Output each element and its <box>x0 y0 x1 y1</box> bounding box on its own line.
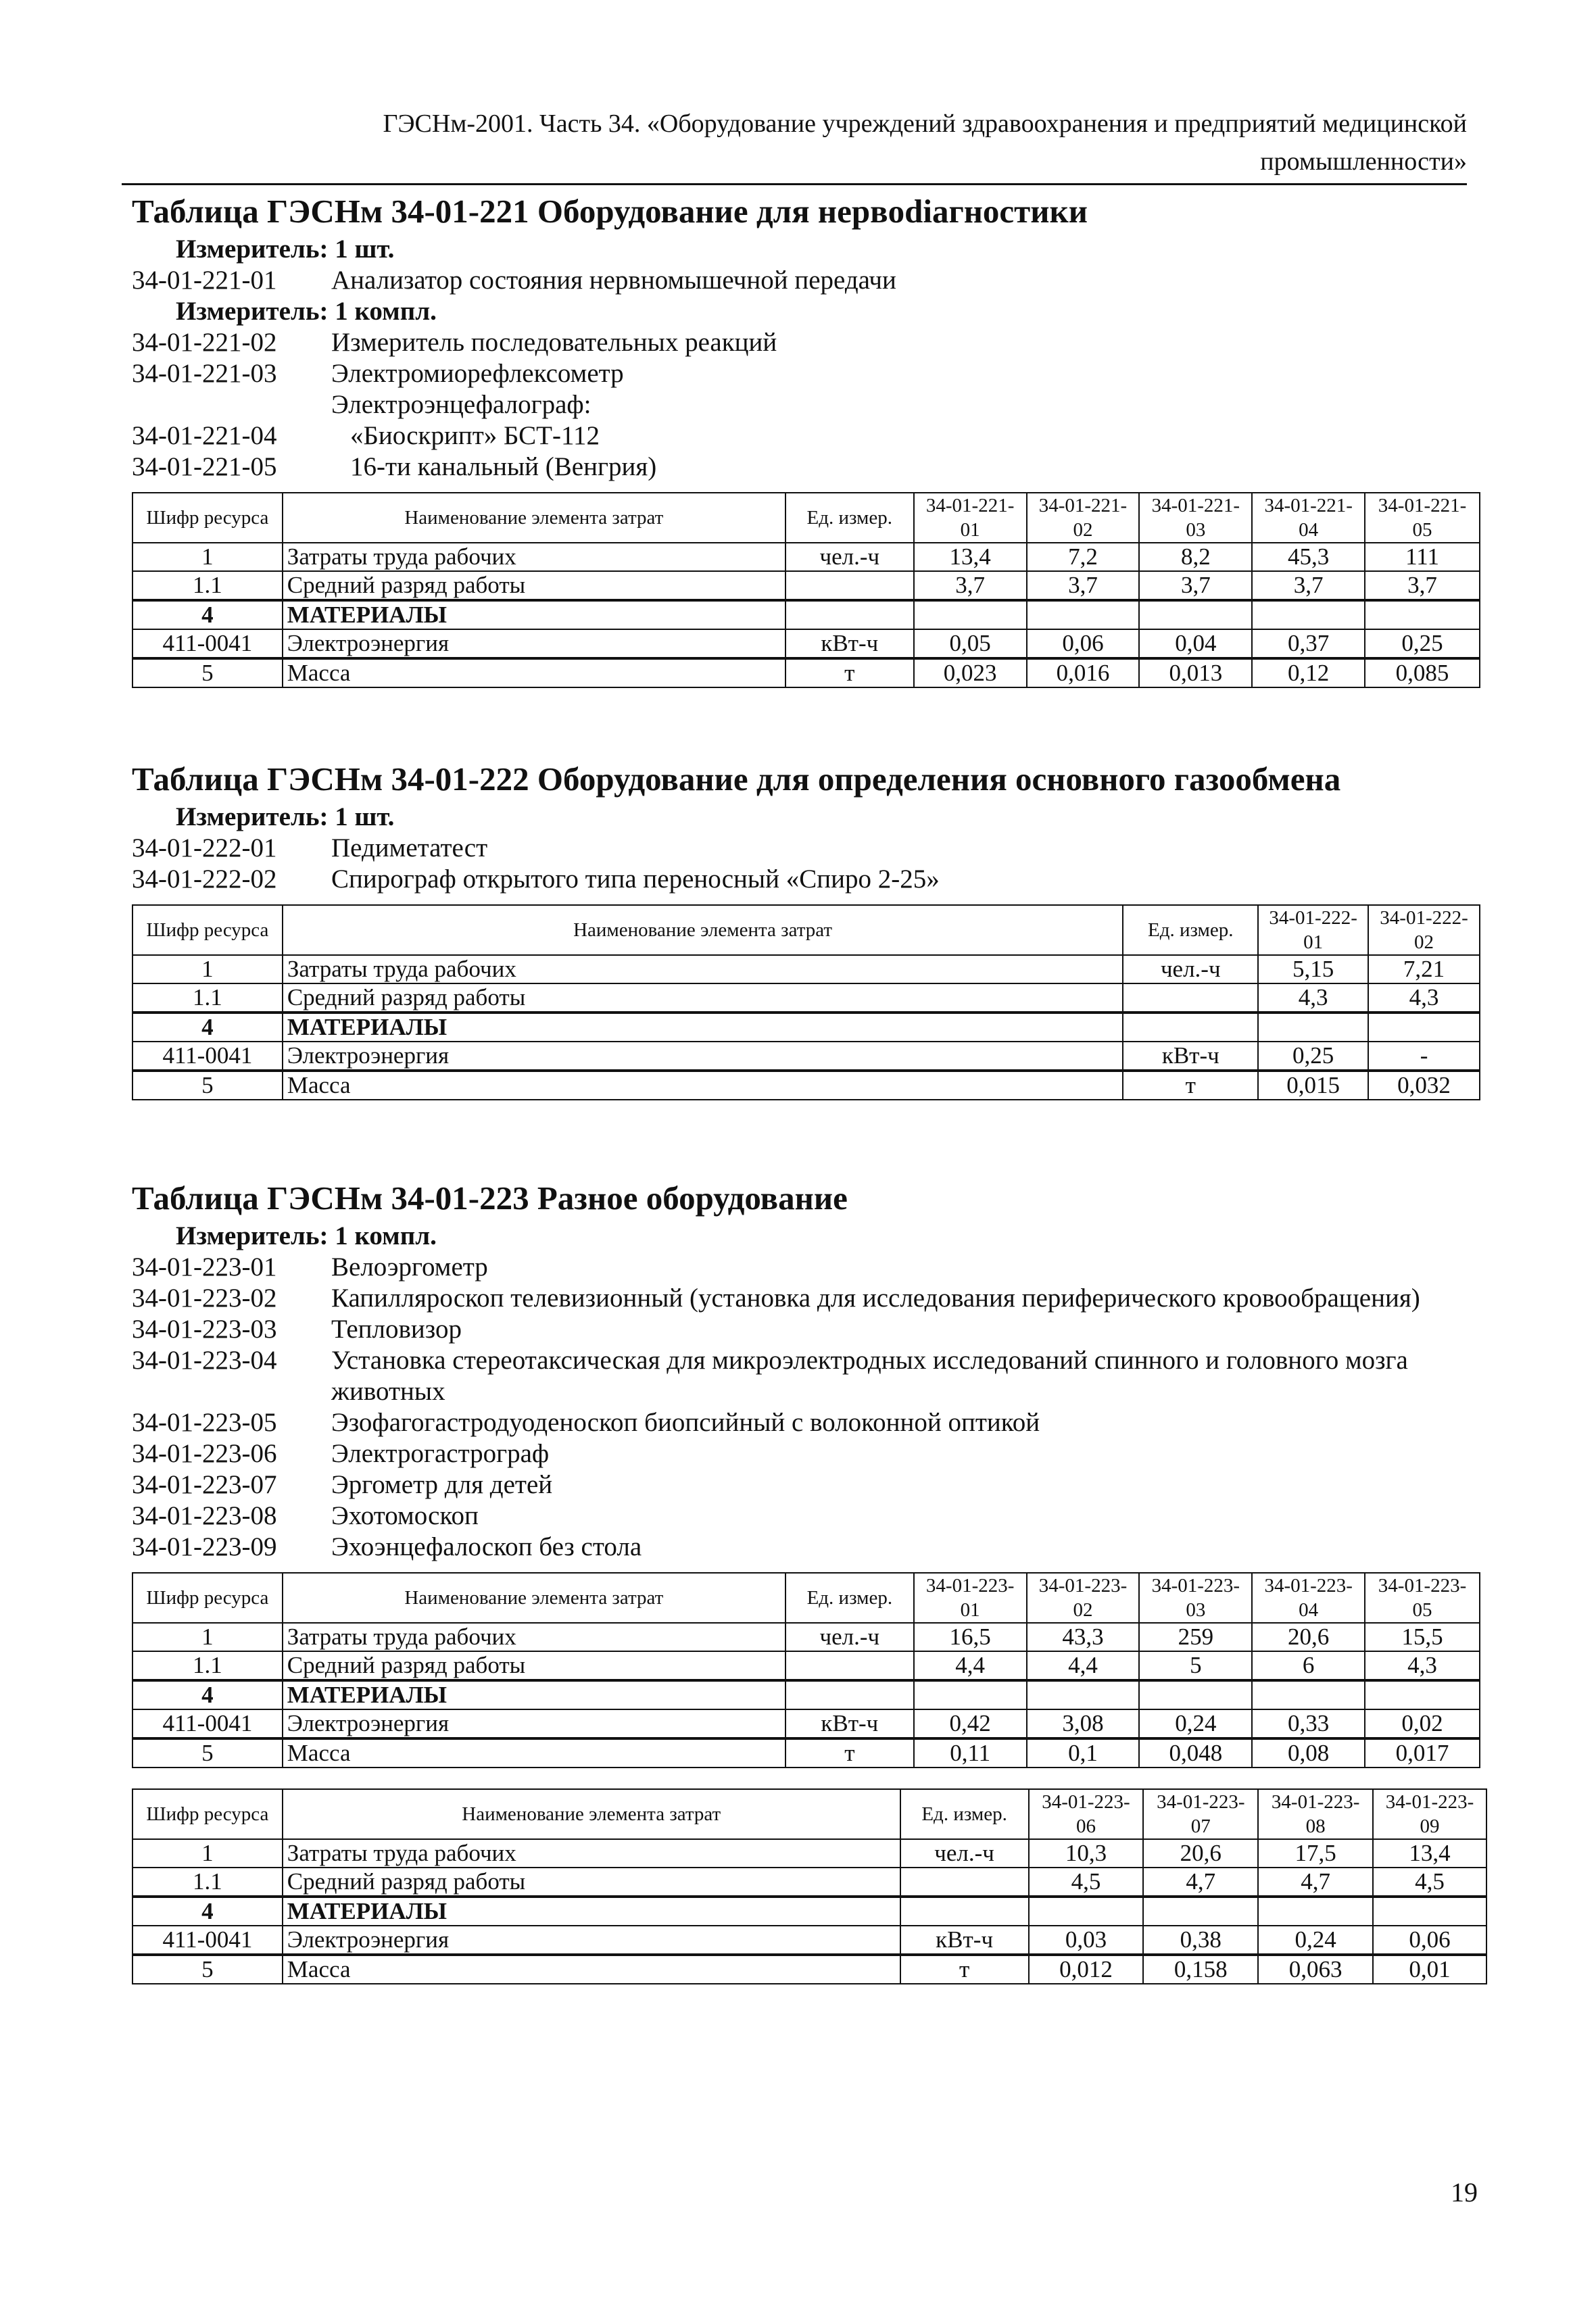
cell-name: МАТЕРИАЛЫ <box>283 1013 1123 1042</box>
list-item <box>132 1438 1477 1469</box>
cell-value <box>1027 1680 1140 1709</box>
cell-unit <box>900 1897 1029 1926</box>
cell-value: 4,4 <box>914 1651 1027 1680</box>
table-row <box>132 1680 1480 1709</box>
cell-value <box>1365 1680 1480 1709</box>
item-text: Спирограф открытого типа переносный «Спиро 2-25» <box>331 864 940 894</box>
cell-unit: т <box>1123 1071 1258 1100</box>
cell-value: 0,085 <box>1365 658 1480 687</box>
list-item <box>132 327 1477 358</box>
cell-value: 0,33 <box>1252 1709 1365 1738</box>
table-header-row <box>132 1573 1480 1623</box>
header-line-2: промышленности» <box>1260 147 1467 176</box>
table-row <box>132 1071 1480 1100</box>
header-line-1: ГЭСНм-2001. Часть 34. «Оборудование учреждений здравоохранения и предприятий медицинской <box>383 109 1467 138</box>
table-row <box>132 1955 1486 1984</box>
list-item <box>132 389 1477 420</box>
norms-table-2 <box>132 1788 1487 1984</box>
cell-name: Электроэнергия <box>283 1042 1123 1071</box>
cell-value: 3,7 <box>1365 571 1480 600</box>
col-name-header: Наименование элемента затрат <box>283 905 1123 955</box>
list-item <box>132 1501 1477 1532</box>
cell-value <box>1252 1680 1365 1709</box>
cell-name: Средний разряд работы <box>283 983 1123 1013</box>
item-text: Велоэргометр <box>331 1252 488 1282</box>
table-row <box>132 955 1480 983</box>
cell-value: 4,5 <box>1029 1868 1144 1897</box>
cell-value: 15,5 <box>1365 1623 1480 1651</box>
table-row <box>132 1897 1486 1926</box>
list-item <box>132 420 1477 452</box>
cell-value <box>1365 600 1480 629</box>
cell-name: Масса <box>283 658 785 687</box>
item-code: 34-01-221-03 <box>132 359 277 388</box>
cell-unit <box>1123 983 1258 1013</box>
section-title: Таблица ГЭСНм 34-01-221 Оборудование для нервodiагностики <box>132 193 1088 230</box>
table-row <box>132 543 1480 571</box>
cell-name: Электроэнергия <box>283 1926 900 1955</box>
cell-value <box>1139 600 1252 629</box>
cell-value: 0,42 <box>914 1709 1027 1738</box>
cell-code: 1 <box>132 955 283 983</box>
col-norm-header: 34-01-223-07 <box>1143 1789 1258 1839</box>
cell-value <box>1252 600 1365 629</box>
col-norm-header: 34-01-223-06 <box>1029 1789 1144 1839</box>
page-header <box>122 105 1467 185</box>
cell-name: Затраты труда рабочих <box>283 1623 785 1651</box>
cell-code: 5 <box>132 1955 283 1984</box>
col-norm-header: 34-01-222-02 <box>1368 905 1480 955</box>
table-row <box>132 1042 1480 1071</box>
col-unit-header: Ед. измер. <box>785 1573 914 1623</box>
cell-name: Электроэнергия <box>283 629 785 658</box>
section-list <box>132 802 1477 895</box>
cell-value: 43,3 <box>1027 1623 1140 1651</box>
cell-name: Затраты труда рабочих <box>283 955 1123 983</box>
cell-value: 0,017 <box>1365 1738 1480 1768</box>
section-title: Таблица ГЭСНм 34-01-223 Разное оборудование <box>132 1179 848 1217</box>
item-text: Эхоэнцефалоскоп без стола <box>331 1532 642 1561</box>
cell-value: 0,05 <box>914 629 1027 658</box>
cell-unit: т <box>785 658 914 687</box>
cell-value: 45,3 <box>1252 543 1365 571</box>
col-name-header: Наименование элемента затрат <box>283 493 785 543</box>
cell-value: 0,06 <box>1027 629 1140 658</box>
norms-table <box>132 1572 1480 1768</box>
list-item <box>132 1252 1477 1283</box>
col-code-header: Шифр ресурса <box>132 493 283 543</box>
cell-value: 3,7 <box>1252 571 1365 600</box>
col-unit-header: Ед. измер. <box>1123 905 1258 955</box>
cell-value: 7,21 <box>1368 955 1480 983</box>
list-item <box>132 358 1477 389</box>
cell-name: Затраты труда рабочих <box>283 1839 900 1868</box>
cell-value: 4,3 <box>1365 1651 1480 1680</box>
cell-name: Масса <box>283 1738 785 1768</box>
cell-code: 5 <box>132 1738 283 1768</box>
item-code: 34-01-223-08 <box>132 1501 277 1530</box>
cell-value <box>1368 1013 1480 1042</box>
table-row <box>132 1651 1480 1680</box>
table-row <box>132 629 1480 658</box>
norms-table <box>132 904 1480 1100</box>
cell-unit: чел.-ч <box>785 1623 914 1651</box>
cell-value <box>1029 1897 1144 1926</box>
item-text: Эзофагогастродуоденоскоп биопсийный с волоконной оптикой <box>331 1408 1040 1437</box>
item-code: 34-01-221-05 <box>132 452 277 481</box>
cell-value: 3,7 <box>1027 571 1140 600</box>
table-row <box>132 1738 1480 1768</box>
cell-unit: кВт-ч <box>1123 1042 1258 1071</box>
cell-name: МАТЕРИАЛЫ <box>283 600 785 629</box>
page-number: 19 <box>1451 2177 1478 2208</box>
item-code: 34-01-223-07 <box>132 1470 277 1499</box>
item-text: Педиметатест <box>331 833 488 862</box>
col-name-header: Наименование элемента затрат <box>283 1573 785 1623</box>
item-text: Электрогастрограф <box>331 1439 550 1468</box>
item-text: Измеритель последовательных реакций <box>331 328 777 357</box>
cell-value: 0,37 <box>1252 629 1365 658</box>
cell-value: 4,7 <box>1258 1868 1373 1897</box>
cell-unit: кВт-ч <box>785 1709 914 1738</box>
cell-unit <box>900 1868 1029 1897</box>
table-header-row <box>132 1789 1486 1839</box>
item-code: 34-01-223-06 <box>132 1439 277 1468</box>
item-code: 34-01-223-09 <box>132 1532 277 1561</box>
cell-value <box>1373 1897 1486 1926</box>
section-list <box>132 1221 1477 1563</box>
cell-name: Затраты труда рабочих <box>283 543 785 571</box>
col-code-header: Шифр ресурса <box>132 1789 283 1839</box>
cell-value: 0,08 <box>1252 1738 1365 1768</box>
cell-unit: чел.-ч <box>1123 955 1258 983</box>
cell-value: 4,5 <box>1373 1868 1486 1897</box>
item-code: 34-01-221-01 <box>132 266 277 295</box>
cell-value: 0,12 <box>1252 658 1365 687</box>
cell-name: Средний разряд работы <box>283 1868 900 1897</box>
col-name-header: Наименование элемента затрат <box>283 1789 900 1839</box>
cell-value <box>1258 1897 1373 1926</box>
cell-value: 5 <box>1139 1651 1252 1680</box>
cell-unit: т <box>900 1955 1029 1984</box>
cell-value: 0,063 <box>1258 1955 1373 1984</box>
cell-value: 0,06 <box>1373 1926 1486 1955</box>
cell-name: Масса <box>283 1071 1123 1100</box>
item-code: 34-01-221-02 <box>132 328 277 357</box>
cell-unit <box>785 571 914 600</box>
item-text: Тепловизор <box>331 1315 462 1344</box>
cell-code: 1 <box>132 543 283 571</box>
cell-value <box>1258 1013 1368 1042</box>
table-row <box>132 1839 1486 1868</box>
cell-value: 0,24 <box>1258 1926 1373 1955</box>
cell-value: 4,3 <box>1258 983 1368 1013</box>
cell-value: 4,7 <box>1143 1868 1258 1897</box>
cell-value: 0,016 <box>1027 658 1140 687</box>
cell-unit: кВт-ч <box>900 1926 1029 1955</box>
list-item <box>132 1345 1477 1407</box>
section-221 <box>132 189 1477 688</box>
cell-value: 0,11 <box>914 1738 1027 1768</box>
col-code-header: Шифр ресурса <box>132 905 283 955</box>
col-norm-header: 34-01-221-01 <box>914 493 1027 543</box>
item-code: 34-01-223-02 <box>132 1284 277 1313</box>
col-norm-header: 34-01-223-02 <box>1027 1573 1140 1623</box>
item-code <box>132 389 331 420</box>
col-code-header: Шифр ресурса <box>132 1573 283 1623</box>
cell-code: 5 <box>132 1071 283 1100</box>
cell-value: 13,4 <box>1373 1839 1486 1868</box>
cell-value: 0,1 <box>1027 1738 1140 1768</box>
cell-unit <box>785 600 914 629</box>
cell-unit: чел.-ч <box>900 1839 1029 1868</box>
cell-code: 4 <box>132 1897 283 1926</box>
cell-value: 0,023 <box>914 658 1027 687</box>
cell-code: 1 <box>132 1839 283 1868</box>
item-code: 34-01-221-04 <box>132 421 277 450</box>
table-header-row <box>132 905 1480 955</box>
cell-unit: т <box>785 1738 914 1768</box>
list-item <box>132 1532 1477 1563</box>
cell-value: 3,7 <box>1139 571 1252 600</box>
list-item <box>132 1283 1477 1314</box>
list-item <box>132 864 1477 895</box>
section-223 <box>132 1176 1477 1984</box>
list-item <box>132 1407 1477 1438</box>
cell-value: 20,6 <box>1143 1839 1258 1868</box>
table-header-row <box>132 493 1480 543</box>
col-norm-header: 34-01-221-03 <box>1139 493 1252 543</box>
col-unit-header: Ед. измер. <box>785 493 914 543</box>
cell-value: 0,24 <box>1139 1709 1252 1738</box>
cell-code: 5 <box>132 658 283 687</box>
col-norm-header: 34-01-223-04 <box>1252 1573 1365 1623</box>
cell-name: Электроэнергия <box>283 1709 785 1738</box>
cell-code: 411-0041 <box>132 1042 283 1071</box>
cell-name: Средний разряд работы <box>283 1651 785 1680</box>
cell-value: 3,08 <box>1027 1709 1140 1738</box>
item-code: 34-01-222-01 <box>132 833 277 862</box>
norms-table <box>132 492 1480 688</box>
cell-unit: кВт-ч <box>785 629 914 658</box>
item-code: 34-01-223-03 <box>132 1315 277 1344</box>
measure-label: Измеритель: 1 компл. <box>176 297 437 326</box>
cell-value <box>1027 600 1140 629</box>
cell-value: 0,25 <box>1365 629 1480 658</box>
cell-code: 4 <box>132 1013 283 1042</box>
cell-value: 0,048 <box>1139 1738 1252 1768</box>
cell-value: 10,3 <box>1029 1839 1144 1868</box>
table-row <box>132 1868 1486 1897</box>
cell-name: Средний разряд работы <box>283 571 785 600</box>
cell-value: 6 <box>1252 1651 1365 1680</box>
cell-code: 1.1 <box>132 1868 283 1897</box>
cell-code: 411-0041 <box>132 1709 283 1738</box>
list-item <box>132 1469 1477 1501</box>
col-norm-header: 34-01-223-01 <box>914 1573 1027 1623</box>
cell-name: Масса <box>283 1955 900 1984</box>
cell-code: 1 <box>132 1623 283 1651</box>
cell-value: 0,38 <box>1143 1926 1258 1955</box>
col-norm-header: 34-01-221-05 <box>1365 493 1480 543</box>
cell-value: 3,7 <box>914 571 1027 600</box>
col-unit-header: Ед. измер. <box>900 1789 1029 1839</box>
cell-value: 0,03 <box>1029 1926 1144 1955</box>
cell-value <box>914 1680 1027 1709</box>
item-code: 34-01-223-01 <box>132 1252 277 1282</box>
cell-value <box>914 600 1027 629</box>
item-text: «Биоскрипт» БСТ-112 <box>350 421 600 450</box>
item-text: Эргометр для детей <box>331 1470 553 1499</box>
cell-unit <box>785 1680 914 1709</box>
item-text: 16-ти канальный (Венгрия) <box>350 452 657 481</box>
cell-code: 4 <box>132 600 283 629</box>
item-text: Анализатор состояния нервномышечной передачи <box>331 266 896 295</box>
cell-value: 259 <box>1139 1623 1252 1651</box>
cell-code: 411-0041 <box>132 1926 283 1955</box>
cell-value: - <box>1368 1042 1480 1071</box>
cell-value: 111 <box>1365 543 1480 571</box>
item-text: Эхотомоскоп <box>331 1501 479 1530</box>
cell-value: 4,3 <box>1368 983 1480 1013</box>
section-222 <box>132 757 1477 1100</box>
cell-value: 16,5 <box>914 1623 1027 1651</box>
cell-value: 0,01 <box>1373 1955 1486 1984</box>
table-row <box>132 1709 1480 1738</box>
col-norm-header: 34-01-223-09 <box>1373 1789 1486 1839</box>
section-title: Таблица ГЭСНм 34-01-222 Оборудование для определения основного газообмена <box>132 760 1341 798</box>
cell-value: 0,02 <box>1365 1709 1480 1738</box>
cell-value <box>1139 1680 1252 1709</box>
cell-name: МАТЕРИАЛЫ <box>283 1680 785 1709</box>
list-item <box>132 452 1477 483</box>
col-norm-header: 34-01-221-04 <box>1252 493 1365 543</box>
cell-value: 0,032 <box>1368 1071 1480 1100</box>
table-row <box>132 600 1480 629</box>
cell-unit <box>1123 1013 1258 1042</box>
measure-label: Измеритель: 1 компл. <box>176 1221 437 1250</box>
cell-code: 1.1 <box>132 571 283 600</box>
col-norm-header: 34-01-223-05 <box>1365 1573 1480 1623</box>
cell-value: 4,4 <box>1027 1651 1140 1680</box>
measure-label: Измеритель: 1 шт. <box>176 235 395 264</box>
cell-code: 1.1 <box>132 983 283 1013</box>
col-norm-header: 34-01-223-03 <box>1139 1573 1252 1623</box>
cell-value: 0,015 <box>1258 1071 1368 1100</box>
cell-value: 17,5 <box>1258 1839 1373 1868</box>
cell-value: 7,2 <box>1027 543 1140 571</box>
item-code: 34-01-223-04 <box>132 1346 277 1375</box>
cell-value: 8,2 <box>1139 543 1252 571</box>
cell-code: 1.1 <box>132 1651 283 1680</box>
col-norm-header: 34-01-222-01 <box>1258 905 1368 955</box>
section-list <box>132 234 1477 483</box>
col-norm-header: 34-01-223-08 <box>1258 1789 1373 1839</box>
cell-value: 13,4 <box>914 543 1027 571</box>
item-text: Установка стереотаксическая для микроэлектродных исследований спинного и головного мозга животных <box>331 1346 1408 1406</box>
table-row <box>132 1623 1480 1651</box>
cell-value: 0,25 <box>1258 1042 1368 1071</box>
measure-label: Измеритель: 1 шт. <box>176 802 395 831</box>
cell-unit: чел.-ч <box>785 543 914 571</box>
cell-code: 4 <box>132 1680 283 1709</box>
cell-value: 20,6 <box>1252 1623 1365 1651</box>
list-item <box>132 1314 1477 1345</box>
cell-value: 0,04 <box>1139 629 1252 658</box>
cell-value: 5,15 <box>1258 955 1368 983</box>
table-row <box>132 571 1480 600</box>
col-norm-header: 34-01-221-02 <box>1027 493 1140 543</box>
cell-value <box>1143 1897 1258 1926</box>
cell-unit <box>785 1651 914 1680</box>
cell-value: 0,158 <box>1143 1955 1258 1984</box>
list-item <box>132 833 1477 864</box>
cell-name: МАТЕРИАЛЫ <box>283 1897 900 1926</box>
cell-value: 0,013 <box>1139 658 1252 687</box>
table-row <box>132 1926 1486 1955</box>
item-text: Электромиорефлексометр <box>331 359 624 388</box>
table-row <box>132 983 1480 1013</box>
item-code: 34-01-222-02 <box>132 864 277 894</box>
cell-value: 0,012 <box>1029 1955 1144 1984</box>
item-code: 34-01-223-05 <box>132 1408 277 1437</box>
table-row <box>132 658 1480 687</box>
table-row <box>132 1013 1480 1042</box>
list-item <box>132 265 1477 296</box>
cell-code: 411-0041 <box>132 629 283 658</box>
item-text: Электроэнцефалограф: <box>331 390 591 419</box>
item-text: Капилляроскоп телевизионный (установка для исследования периферического кровообращения) <box>331 1284 1420 1313</box>
